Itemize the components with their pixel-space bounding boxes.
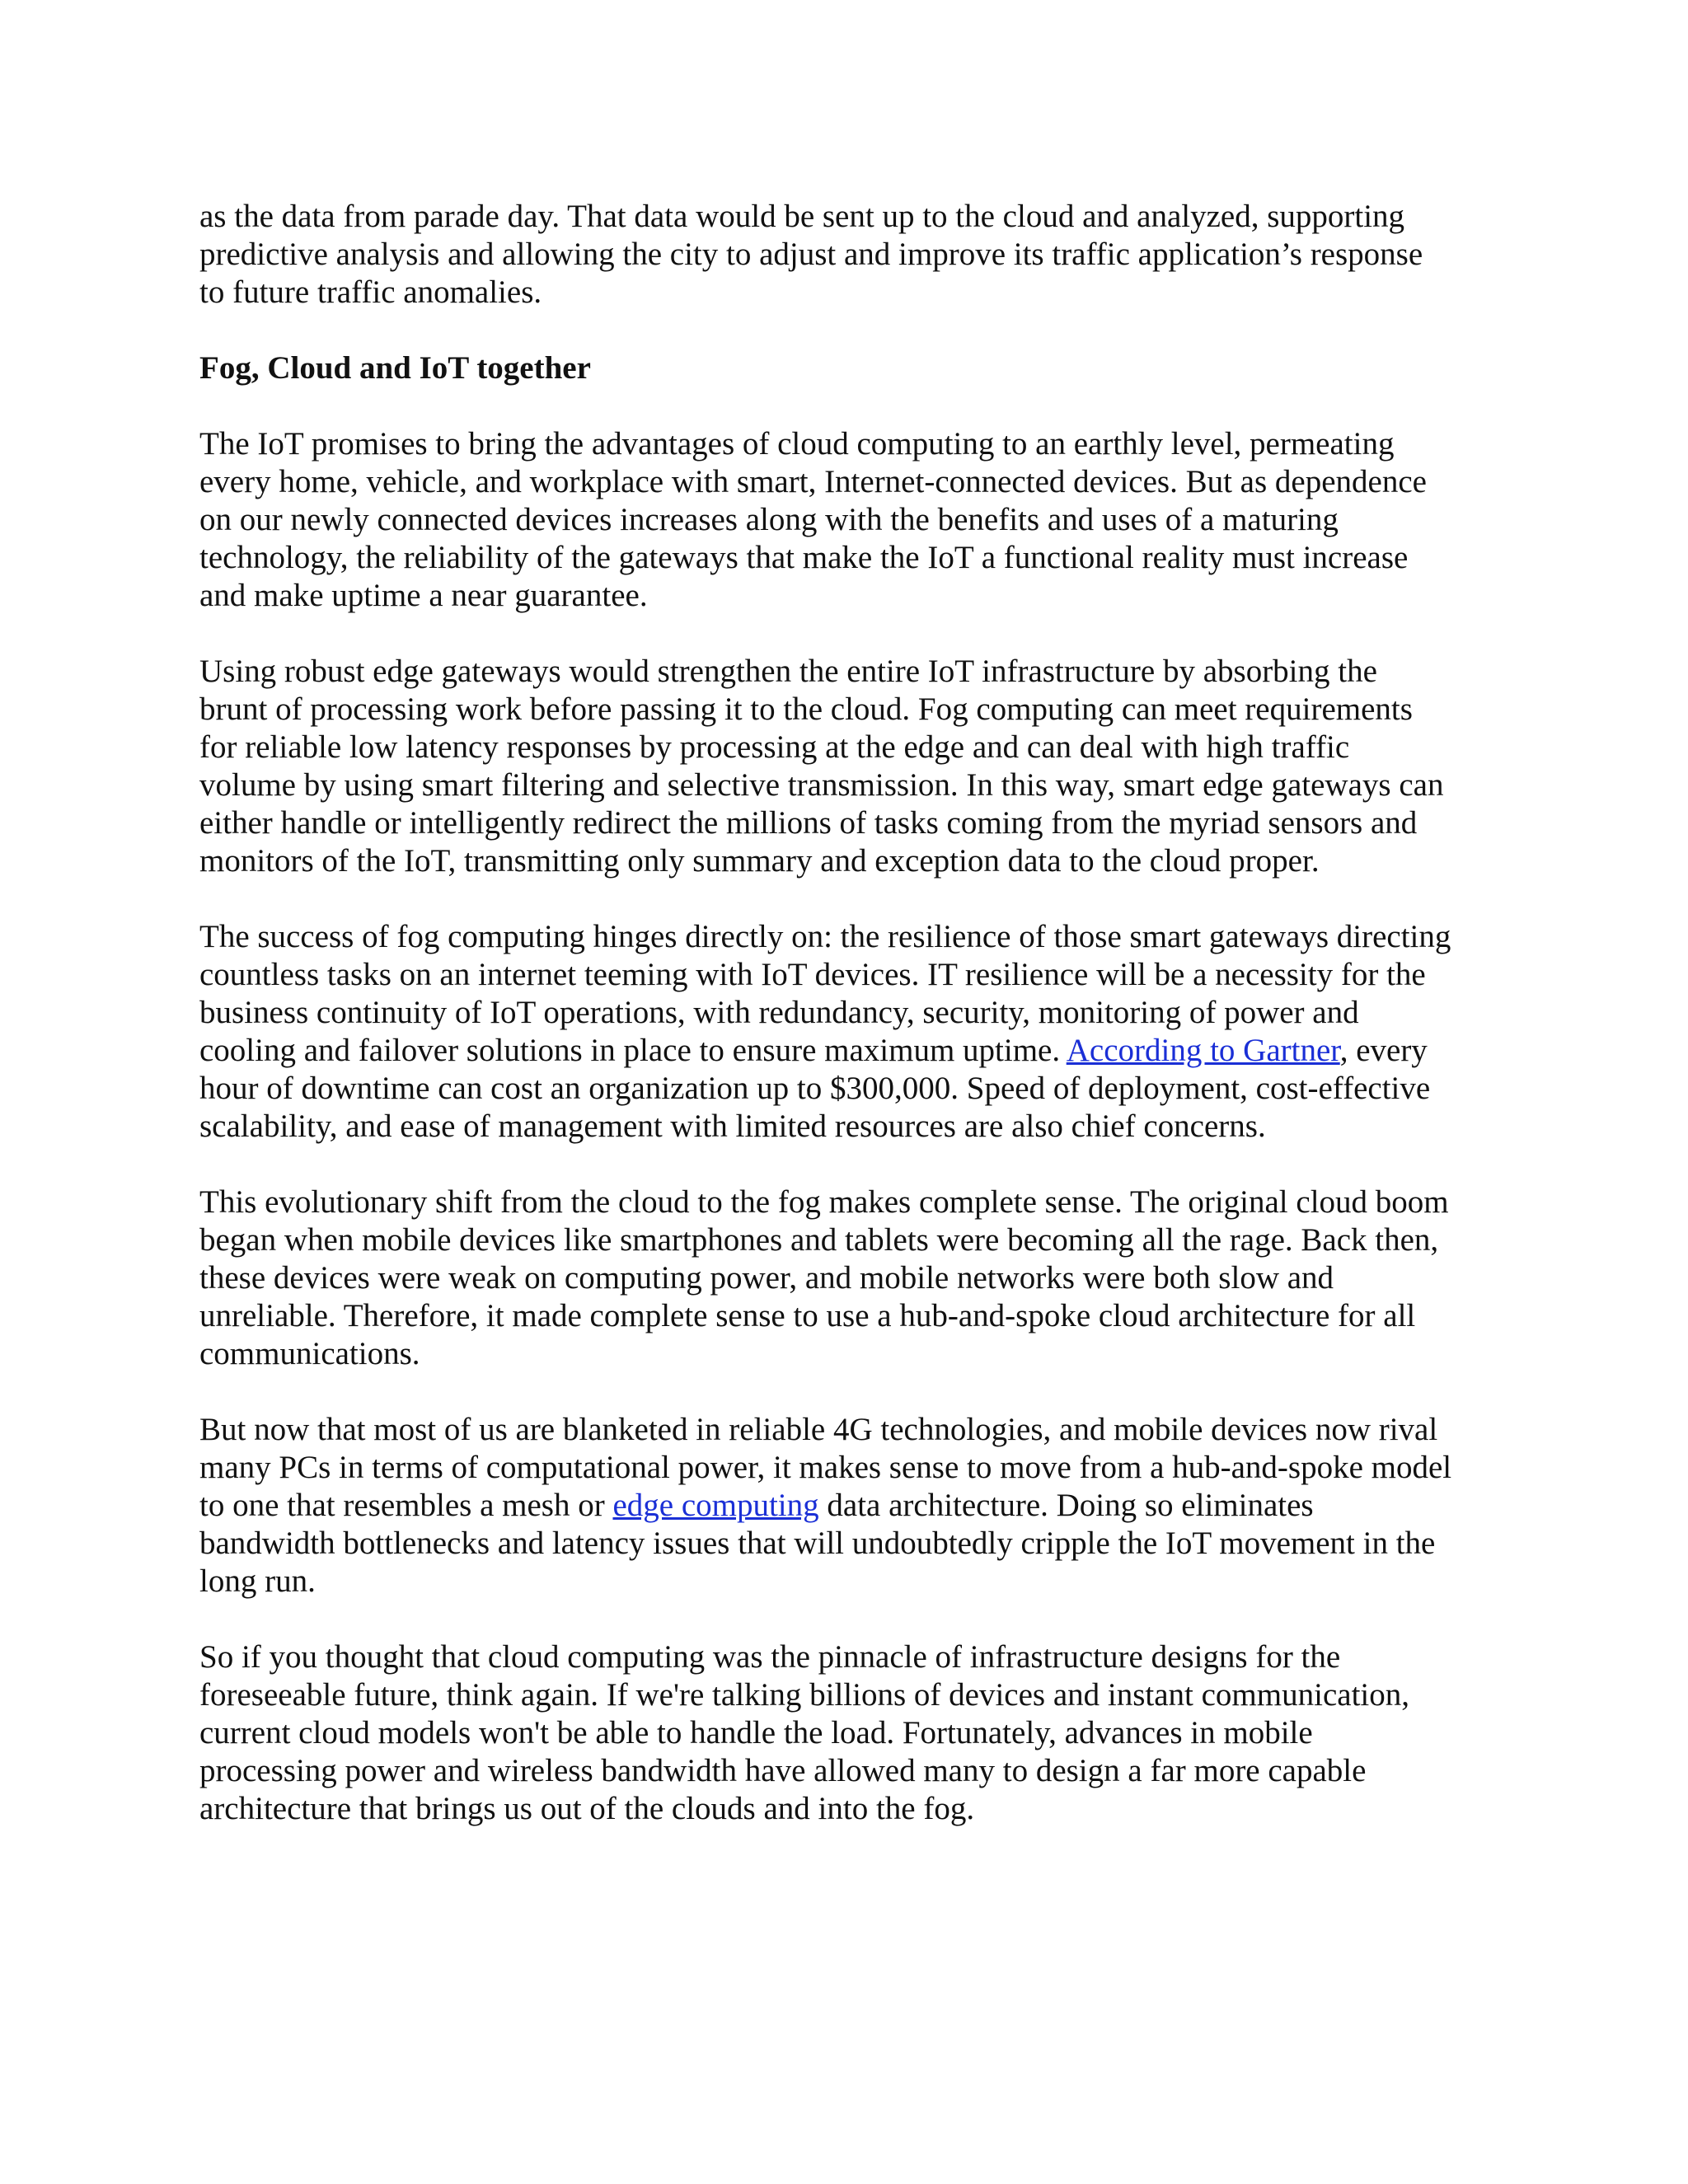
text-line: business continuity of IoT operations, with redundancy, security, monitoring of power and — [199, 995, 1359, 1030]
gartner-link[interactable]: According to Gartner — [1066, 1033, 1340, 1068]
text-line: current cloud models won't be able to handle the load. Fortunately, advances in mobile — [199, 1715, 1313, 1750]
text-line: monitors of the IoT, transmitting only summary and exception data to the cloud proper. — [199, 843, 1320, 879]
text-line: brunt of processing work before passing it to the cloud. Fog computing can meet requirements — [199, 691, 1413, 727]
section-heading — [199, 349, 1510, 387]
text-line: began when mobile devices like smartphones and tablets were becoming all the rage. Back then, — [199, 1222, 1439, 1258]
text-line: as the data from parade day. That data would be sent up to the cloud and analyzed, supporting — [199, 199, 1405, 234]
text-segment: data architecture. Doing so eliminates — [818, 1488, 1314, 1523]
text-line: for reliable low latency responses by processing at the edge and can deal with high traffic — [199, 729, 1350, 765]
text-line: hour of downtime can cost an organization up to $300,000. Speed of deployment, cost-effective — [199, 1071, 1431, 1106]
text-line: either handle or intelligently redirect the millions of tasks coming from the myriad sensors and — [199, 805, 1418, 841]
text-line: bandwidth bottlenecks and latency issues that will undoubtedly cripple the IoT movement in the — [199, 1526, 1436, 1561]
text-line: architecture that brings us out of the clouds and into the fog. — [199, 1791, 975, 1826]
text-line: The IoT promises to bring the advantages of cloud computing to an earthly level, permeating — [199, 426, 1395, 462]
text-line: unreliable. Therefore, it made complete sense to use a hub-and-spoke cloud architecture for all — [199, 1298, 1416, 1333]
text-line: and make uptime a near guarantee. — [199, 578, 648, 613]
text-segment: , every — [1339, 1033, 1428, 1068]
edge-computing-link[interactable]: edge computing — [612, 1488, 819, 1523]
text-line: foreseeable future, think again. If we're talking billions of devices and instant communication, — [199, 1677, 1409, 1713]
paragraph-fog-success — [199, 918, 1510, 1146]
text-line-with-link — [199, 1032, 1510, 1070]
text-line: these devices were weak on computing power, and mobile networks were both slow and — [199, 1260, 1334, 1296]
paragraph-4g-technologies — [199, 1411, 1510, 1601]
text-segment: to one that resembles a mesh or — [199, 1488, 613, 1523]
text-line: Using robust edge gateways would strengthen the entire IoT infrastructure by absorbing the — [199, 654, 1377, 689]
text-line: scalability, and ease of management with limited resources are also chief concerns. — [199, 1108, 1266, 1144]
text-line-with-link — [199, 1487, 1510, 1525]
text-line: on our newly connected devices increases along with the benefits and uses of a maturing — [199, 502, 1339, 537]
heading-text: Fog, Cloud and IoT together — [199, 350, 591, 386]
text-line: countless tasks on an internet teeming with IoT devices. IT resilience will be a necessity for the — [199, 957, 1426, 992]
text-line: many PCs in terms of computational power, it makes sense to move from a hub-and-spoke model — [199, 1450, 1452, 1485]
paragraph-conclusion — [199, 1638, 1510, 1828]
text-line: every home, vehicle, and workplace with smart, Internet-connected devices. But as dependence — [199, 464, 1427, 499]
text-line: communications. — [199, 1336, 420, 1371]
paragraph-parade-day — [199, 198, 1510, 312]
document-body — [199, 198, 1510, 1866]
text-line: technology, the reliability of the gateways that make the IoT a functional reality must increase — [199, 540, 1409, 575]
paragraph-iot-promises — [199, 425, 1510, 615]
text-line: long run. — [199, 1563, 316, 1599]
text-line: So if you thought that cloud computing was the pinnacle of infrastructure designs for the — [199, 1639, 1341, 1675]
text-segment: cooling and failover solutions in place to ensure maximum uptime. — [199, 1033, 1067, 1068]
text-line: The success of fog computing hinges directly on: the resilience of those smart gateways directing — [199, 919, 1451, 954]
paragraph-edge-gateways — [199, 653, 1510, 880]
text-line: This evolutionary shift from the cloud to the fog makes complete sense. The original cloud boom — [199, 1184, 1449, 1220]
text-line: volume by using smart filtering and selective transmission. In this way, smart edge gateways can — [199, 767, 1444, 803]
paragraph-evolutionary-shift — [199, 1183, 1510, 1373]
text-line: processing power and wireless bandwidth have allowed many to design a far more capable — [199, 1753, 1367, 1788]
text-line: to future traffic anomalies. — [199, 274, 542, 310]
text-line: But now that most of us are blanketed in reliable 4G technologies, and mobile devices now rival — [199, 1412, 1438, 1447]
text-line: predictive analysis and allowing the city to adjust and improve its traffic application’s response — [199, 237, 1423, 272]
